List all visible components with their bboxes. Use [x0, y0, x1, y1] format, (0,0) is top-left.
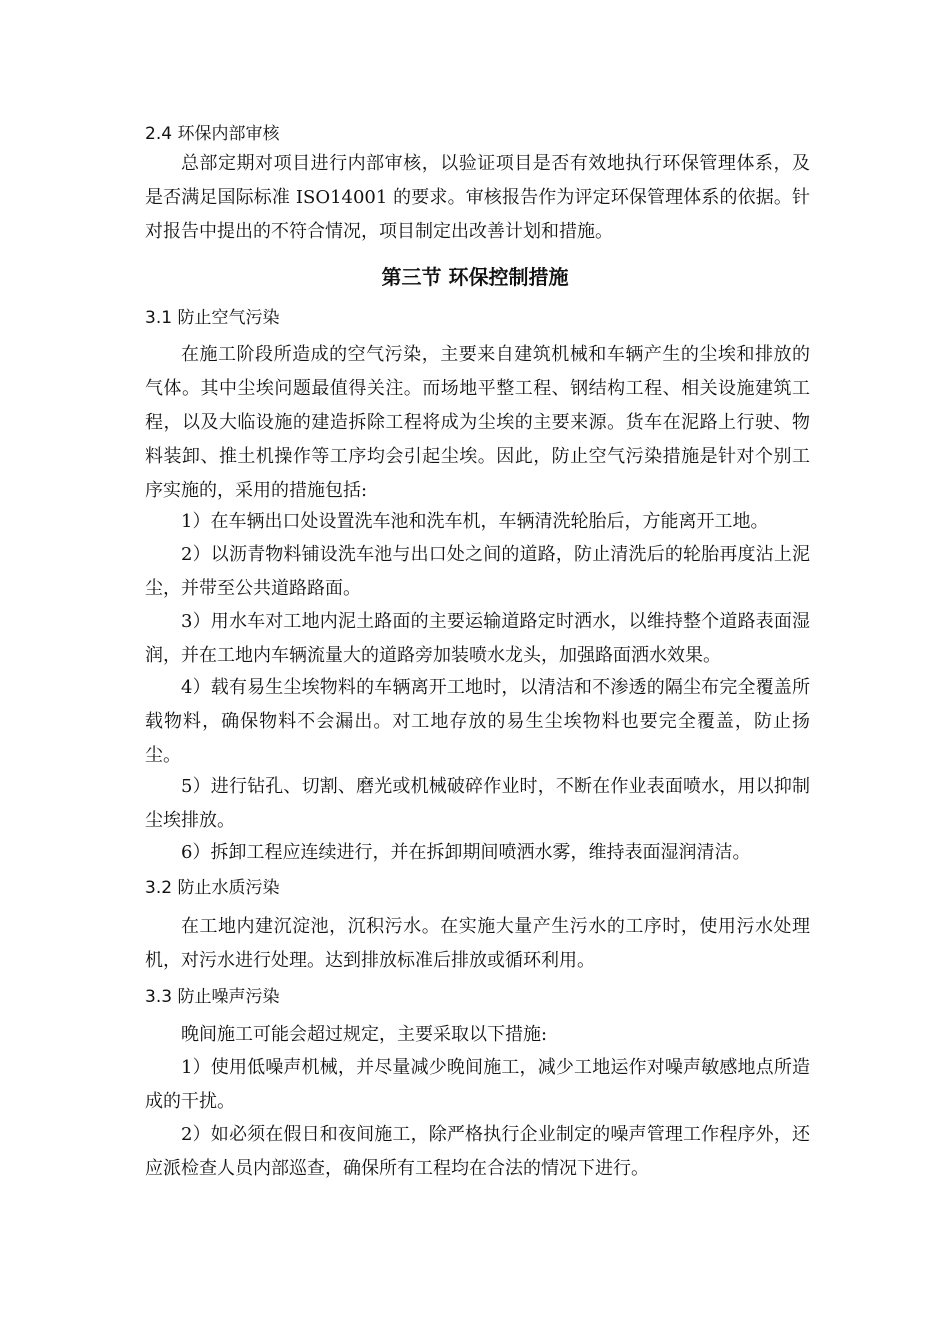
paragraph-internal-audit: 总部定期对项目进行内部审核，以验证项目是否有效地执行环保管理体系，及是否满足国际标准 ISO14001 的要求。审核报告作为评定环保管理体系的依据。针对报告中提出的不符合情况，项目制定出改善计划和措施。: [145, 153, 810, 242]
paragraph-air-pollution-intro: 在施工阶段所造成的空气污染，主要来自建筑机械和车辆产生的尘埃和排放的气体。其中尘埃问题最值得关注。而场地平整工程、钢结构工程、相关设施建筑工程，以及大临设施的建造拆除工程将成为尘埃的主要来源。货车在泥路上行驶、物料装卸、推土机操作等工序均会引起尘埃。因此，防止空气污染措施是针对个别工序实施的，采用的措施包括:: [145, 344, 810, 501]
section-title: 第三节 环保控制措施: [381, 265, 569, 289]
heading-3-1: 3.1 防止空气污染: [145, 308, 280, 328]
noise-measure-2: 2）如必须在假日和夜间施工，除严格执行企业制定的噪声管理工作程序外，还应派检查人员内部巡查，确保所有工程均在合法的情况下进行。: [145, 1124, 810, 1179]
air-measure-5: 5）进行钻孔、切割、磨光或机械破碎作业时，不断在作业表面喷水，用以抑制尘埃排放。: [145, 776, 810, 831]
air-measure-3: 3）用水车对工地内泥土路面的主要运输道路定时洒水，以维持整个道路表面湿润，并在工地内车辆流量大的道路旁加装喷水龙头，加强路面洒水效果。: [145, 611, 810, 666]
air-measure-1: 1）在车辆出口处设置洗车池和洗车机，车辆清洗轮胎后，方能离开工地。: [181, 511, 769, 532]
heading-3-2: 3.2 防止水质污染: [145, 878, 280, 898]
air-measure-4: 4）载有易生尘埃物料的车辆离开工地时，以清洁和不渗透的隔尘布完全覆盖所载物料，确保物料不会漏出。对工地存放的易生尘埃物料也要完全覆盖，防止扬尘。: [145, 677, 810, 766]
noise-measure-1: 1）使用低噪声机械，并尽量减少晚间施工，减少工地运作对噪声敏感地点所造成的干扰。: [145, 1057, 810, 1112]
paragraph-noise-intro: 晚间施工可能会超过规定，主要采取以下措施:: [181, 1024, 548, 1045]
heading-2-4: 2.4 环保内部审核: [145, 124, 280, 144]
air-measure-2: 2）以沥青物料铺设洗车池与出口处之间的道路，防止清洗后的轮胎再度沾上泥尘，并带至公共道路路面。: [145, 544, 810, 599]
air-measure-6: 6）拆卸工程应连续进行，并在拆卸期间喷洒水雾，维持表面湿润清洁。: [181, 842, 751, 863]
paragraph-water-pollution: 在工地内建沉淀池，沉积污水。在实施大量产生污水的工序时，使用污水处理机，对污水进行处理。达到排放标准后排放或循环利用。: [145, 916, 810, 971]
heading-3-3: 3.3 防止噪声污染: [145, 987, 280, 1007]
